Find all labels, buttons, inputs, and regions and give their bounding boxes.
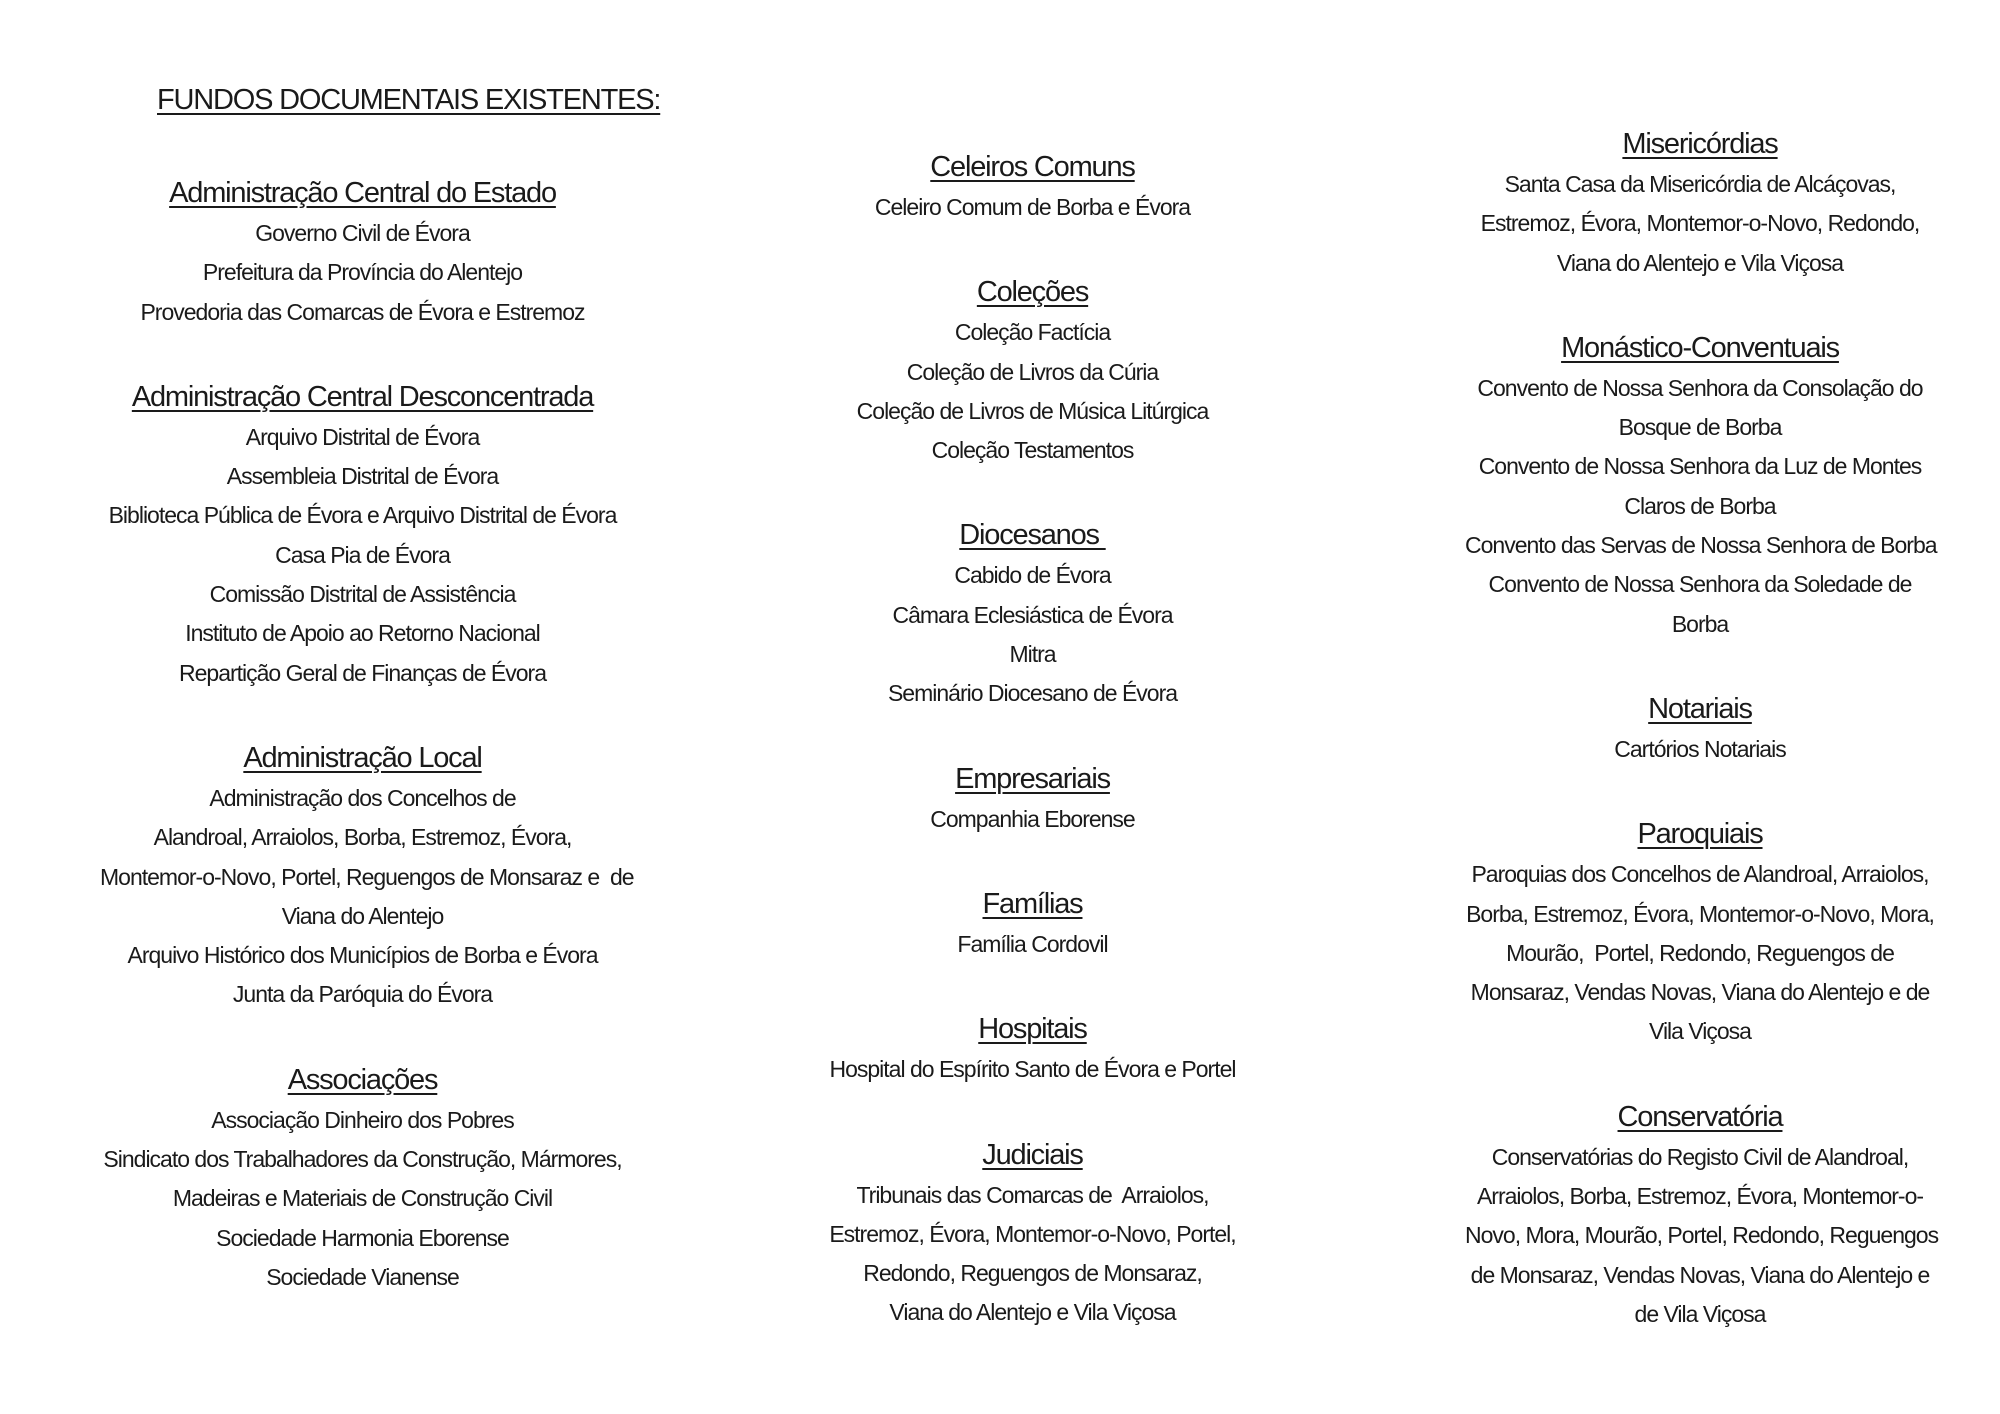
fund-entry: Arquivo Distrital de Évora <box>245 423 480 450</box>
section-title: Conservatória <box>1617 1100 1783 1133</box>
section-title: Notariais <box>1648 692 1752 725</box>
page-heading: FUNDOS DOCUMENTAIS EXISTENTES: <box>157 84 661 116</box>
fund-entry: Viana do Alentejo e Vila Viçosa <box>1556 249 1844 276</box>
fund-entry: Administração dos Concelhos de <box>209 784 516 811</box>
fund-entry: Cartórios Notariais <box>1614 735 1786 762</box>
column-middle <box>780 146 1285 1377</box>
fund-entry: Convento das Servas de Nossa Senhora de Borba <box>1465 532 1937 559</box>
fund-section <box>780 514 1285 713</box>
fund-entry: Coleção Testamentos <box>931 437 1134 464</box>
fund-entry: Família Cordovil <box>957 930 1108 957</box>
fund-entry: Coleção Factícia <box>954 319 1111 346</box>
fund-entry: Associação Dinheiro dos Pobres <box>211 1106 514 1133</box>
section-title: Misericórdias <box>1622 128 1778 160</box>
fund-section <box>780 146 1285 227</box>
column-right <box>1465 123 1939 1378</box>
fund-entry: Coleção de Livros de Música Litúrgica <box>856 397 1209 424</box>
fund-entry: Comissão Distrital de Assistência <box>209 581 516 608</box>
section-title: Coleções <box>976 276 1089 309</box>
fund-section <box>1465 123 1935 283</box>
fund-section <box>100 376 625 693</box>
fund-section <box>780 271 1285 470</box>
fund-entry: Santa Casa da Misericórdia de Alcáçovas, <box>1504 171 1896 197</box>
fund-entry: Hospital do Espírito Santo de Évora e Portel <box>829 1056 1236 1083</box>
fund-entry: Cabido de Évora <box>954 562 1111 589</box>
fund-entry: Arraiolos, Borba, Estremoz, Évora, Montemor-o- <box>1476 1183 1924 1210</box>
fund-entry: Sindicato dos Trabalhadores da Construção, Mármores, <box>103 1146 622 1173</box>
fund-entry: Governo Civil de Évora <box>255 220 470 246</box>
fund-section <box>1465 688 1935 769</box>
fund-section <box>780 1134 1285 1333</box>
fund-entry: Alandroal, Arraiolos, Borba, Estremoz, Évora, <box>153 824 572 851</box>
fund-entry: Paroquias dos Concelhos de Alandroal, Arraiolos, <box>1471 861 1929 888</box>
fund-entry: Convento de Nossa Senhora da Consolação do <box>1477 374 1923 401</box>
fund-entry: Conservatórias do Registo Civil de Alandroal, <box>1491 1143 1909 1170</box>
fund-entry: Tribunais das Comarcas de Arraiolos, <box>856 1181 1209 1208</box>
fund-entry: Redondo, Reguengos de Monsaraz, <box>863 1260 1202 1287</box>
section-title: Administração Local <box>243 741 482 774</box>
fund-entry: Estremoz, Évora, Montemor-o-Novo, Redondo, <box>1480 210 1920 237</box>
fund-section <box>100 737 634 1015</box>
fund-entry: Assembleia Distrital de Évora <box>226 463 499 490</box>
fund-section <box>780 883 1285 964</box>
section-title: Judiciais <box>982 1138 1083 1171</box>
section-title: Administração Central Desconcentrada <box>131 380 594 413</box>
fund-entry: Coleção de Livros da Cúria <box>906 358 1159 385</box>
fund-entry: Sociedade Harmonia Eborense <box>216 1224 509 1251</box>
section-title: Diocesanos <box>959 519 1106 552</box>
fund-section <box>780 1008 1285 1089</box>
fund-entry: Câmara Eclesiástica de Évora <box>892 601 1173 628</box>
fund-entry: Montemor-o-Novo, Portel, Reguengos de Monsaraz e de <box>100 863 634 890</box>
fund-entry: Casa Pia de Évora <box>275 541 450 568</box>
fund-entry: Repartição Geral de Finanças de Évora <box>179 659 546 686</box>
section-title: Administração Central do Estado <box>169 177 556 209</box>
fund-entry: Seminário Diocesano de Évora <box>887 680 1178 707</box>
fund-entry: Sociedade Vianense <box>266 1263 459 1290</box>
fund-entry: de Vila Viçosa <box>1634 1300 1766 1327</box>
fund-entry: Bosque de Borba <box>1618 414 1782 441</box>
fund-entry: Mitra <box>1009 641 1056 668</box>
fund-entry: de Monsaraz, Vendas Novas, Viana do Alentejo e <box>1470 1261 1930 1288</box>
fund-entry: Celeiro Comum de Borba e Évora <box>874 194 1191 220</box>
section-title: Celeiros Comuns <box>930 151 1135 183</box>
section-title: Associações <box>287 1063 438 1096</box>
fund-entry: Mourão, Portel, Redondo, Reguengos de <box>1506 939 1894 966</box>
column-left <box>100 172 634 1341</box>
fund-entry: Junta da Paróquia do Évora <box>232 981 493 1008</box>
fund-entry: Instituto de Apoio ao Retorno Nacional <box>185 620 540 647</box>
fund-entry: Provedoria das Comarcas de Évora e Estremoz <box>140 298 585 325</box>
fund-entry: Borba, Estremoz, Évora, Montemor-o-Novo, Mora, <box>1466 900 1934 927</box>
fund-entry: Prefeitura da Província do Alentejo <box>202 259 523 286</box>
section-title: Monástico-Conventuais <box>1561 331 1839 364</box>
fund-entry: Convento de Nossa Senhora da Soledade de <box>1488 571 1912 598</box>
section-title: Famílias <box>982 887 1083 920</box>
fund-entry: Biblioteca Pública de Évora e Arquivo Distrital de Évora <box>108 502 617 529</box>
fund-entry: Vila Viçosa <box>1649 1018 1751 1045</box>
fund-entry: Arquivo Histórico dos Municípios de Borba e Évora <box>127 942 598 969</box>
fund-entry: Convento de Nossa Senhora da Luz de Montes <box>1478 453 1922 480</box>
section-title: Paroquiais <box>1637 818 1763 851</box>
fund-entry: Madeiras e Materiais de Construção Civil <box>172 1185 553 1212</box>
fund-entry: Viana do Alentejo e Vila Viçosa <box>889 1299 1176 1326</box>
fund-entry: Viana do Alentejo <box>281 902 444 929</box>
fund-entry: Estremoz, Évora, Montemor-o-Novo, Portel, <box>829 1220 1236 1247</box>
fund-section <box>780 758 1285 839</box>
fund-entry: Novo, Mora, Mourão, Portel, Redondo, Reguengos <box>1465 1222 1939 1249</box>
fund-entry: Claros de Borba <box>1624 492 1776 519</box>
fund-section <box>1465 813 1935 1051</box>
fund-section <box>1465 1096 1939 1334</box>
section-title: Empresariais <box>955 762 1110 795</box>
section-title: Hospitais <box>978 1013 1087 1046</box>
fund-entry: Companhia Eborense <box>930 805 1135 832</box>
fund-entry: Monsaraz, Vendas Novas, Viana do Alentejo e de <box>1470 979 1930 1006</box>
fund-section <box>1465 327 1935 644</box>
fund-entry: Borba <box>1671 610 1729 637</box>
fund-section <box>100 1059 625 1297</box>
fund-section <box>100 172 625 332</box>
